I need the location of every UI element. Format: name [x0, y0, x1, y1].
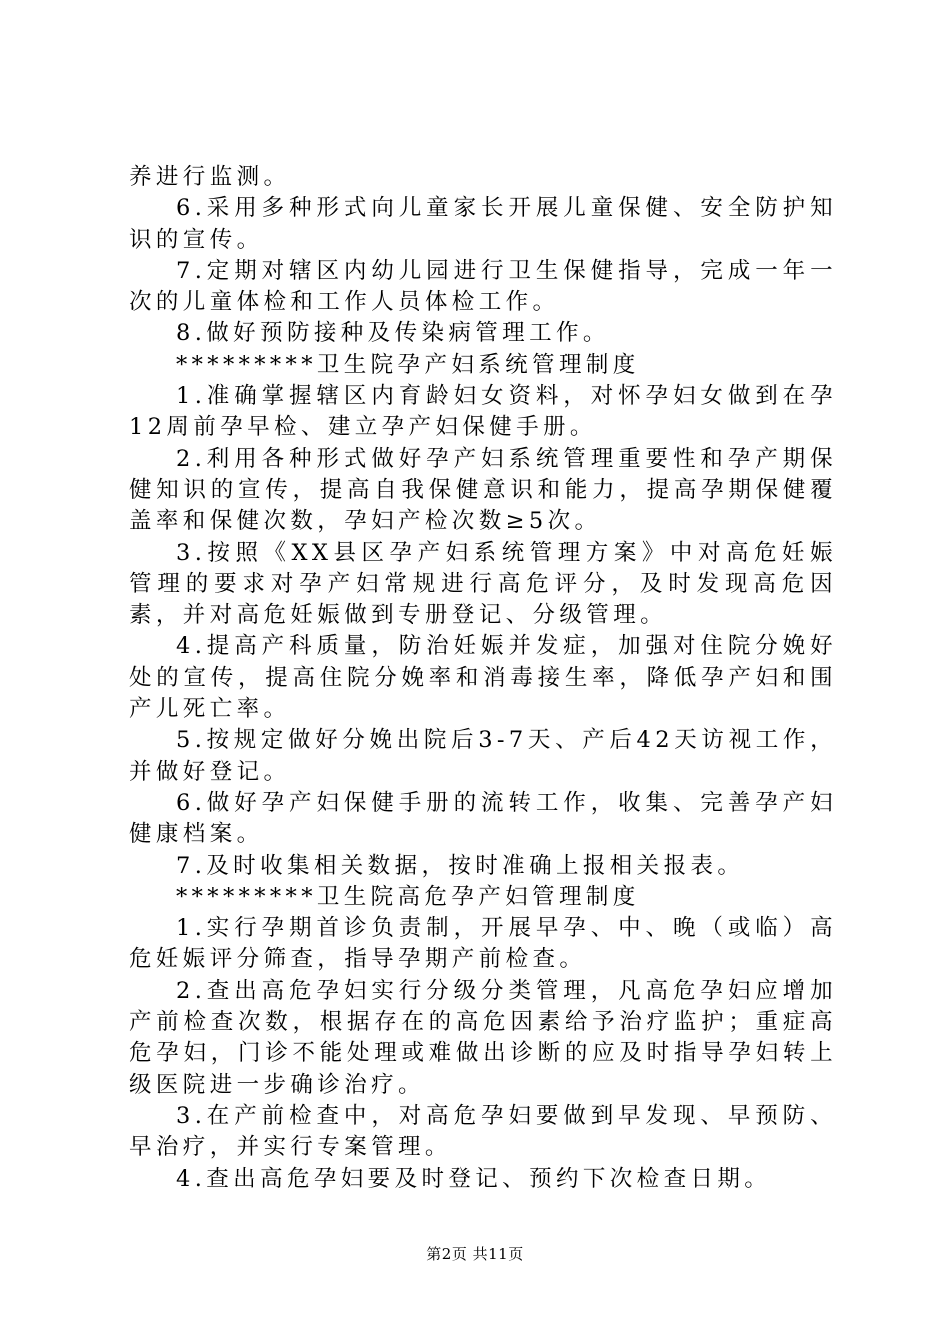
- paragraph-0: 养进行监测。: [129, 164, 291, 190]
- paragraph-3: 8.做好预防接种及传染病管理工作。: [176, 320, 610, 347]
- paragraph-5: 1.准确掌握辖区内育龄妇女资料，对怀孕妇女做到在孕12周前孕早检、建立孕产妇保健手册。: [129, 383, 837, 441]
- paragraph-7: 3.按照《XX县区孕产妇系统管理方案》中对高危妊娠管理的要求对孕产妇常规进行高危评分，及时发现高危因素，并对高危妊娠做到专册登记、分级管理。: [129, 539, 837, 629]
- paragraph-10: 6.做好孕产妇保健手册的流转工作，收集、完善孕产妇健康档案。: [129, 789, 837, 848]
- paragraph-6: 2.利用各种形式做好孕产妇系统管理重要性和孕产期保健知识的宣传，提高自我保健意识和能力，提高孕期保健覆盖率和保健次数，孕妇产检次数≥5次。: [129, 445, 837, 535]
- paragraph-14: 2.查出高危孕妇实行分级分类管理，凡高危孕妇应增加产前检查次数，根据存在的高危因素给予治疗监护；重症高危孕妇，门诊不能处理或难做出诊断的应及时指导孕妇转上级医院进一步确诊治疗。: [129, 977, 837, 1098]
- section-heading-maternal-system: *********卫生院孕产妇系统管理制度: [176, 351, 640, 378]
- paragraph-15: 3.在产前检查中，对高危孕妇要做到早发现、早预防、早治疗，并实行专案管理。: [129, 1102, 837, 1161]
- document-body: [129, 162, 837, 1195]
- paragraph-16: 4.查出高危孕妇要及时登记、预约下次检查日期。: [176, 1165, 772, 1192]
- paragraph-9: 5.按规定做好分娩出院后3-7天、产后42天访视工作，并做好登记。: [129, 727, 837, 785]
- paragraph-13: 1.实行孕期首诊负责制，开展早孕、中、晚（或临）高危妊娠评分筛查，指导孕期产前检查。: [129, 915, 837, 973]
- paragraph-8: 4.提高产科质量，防治妊娠并发症，加强对住院分娩好处的宣传，提高住院分娩率和消毒接生率，降低孕产妇和围产儿死亡率。: [129, 633, 837, 723]
- paragraph-11: 7.及时收集相关数据，按时准确上报相关报表。: [176, 852, 745, 879]
- paragraph-2: 7.定期对辖区内幼儿园进行卫生保健指导，完成一年一次的儿童体检和工作人员体检工作。: [129, 257, 837, 316]
- section-heading-high-risk: *********卫生院高危孕产妇管理制度: [176, 883, 640, 910]
- page-footer: 第2页 共11页: [426, 1245, 524, 1263]
- paragraph-1: 6.采用多种形式向儿童家长开展儿童保健、安全防护知识的宣传。: [129, 195, 837, 253]
